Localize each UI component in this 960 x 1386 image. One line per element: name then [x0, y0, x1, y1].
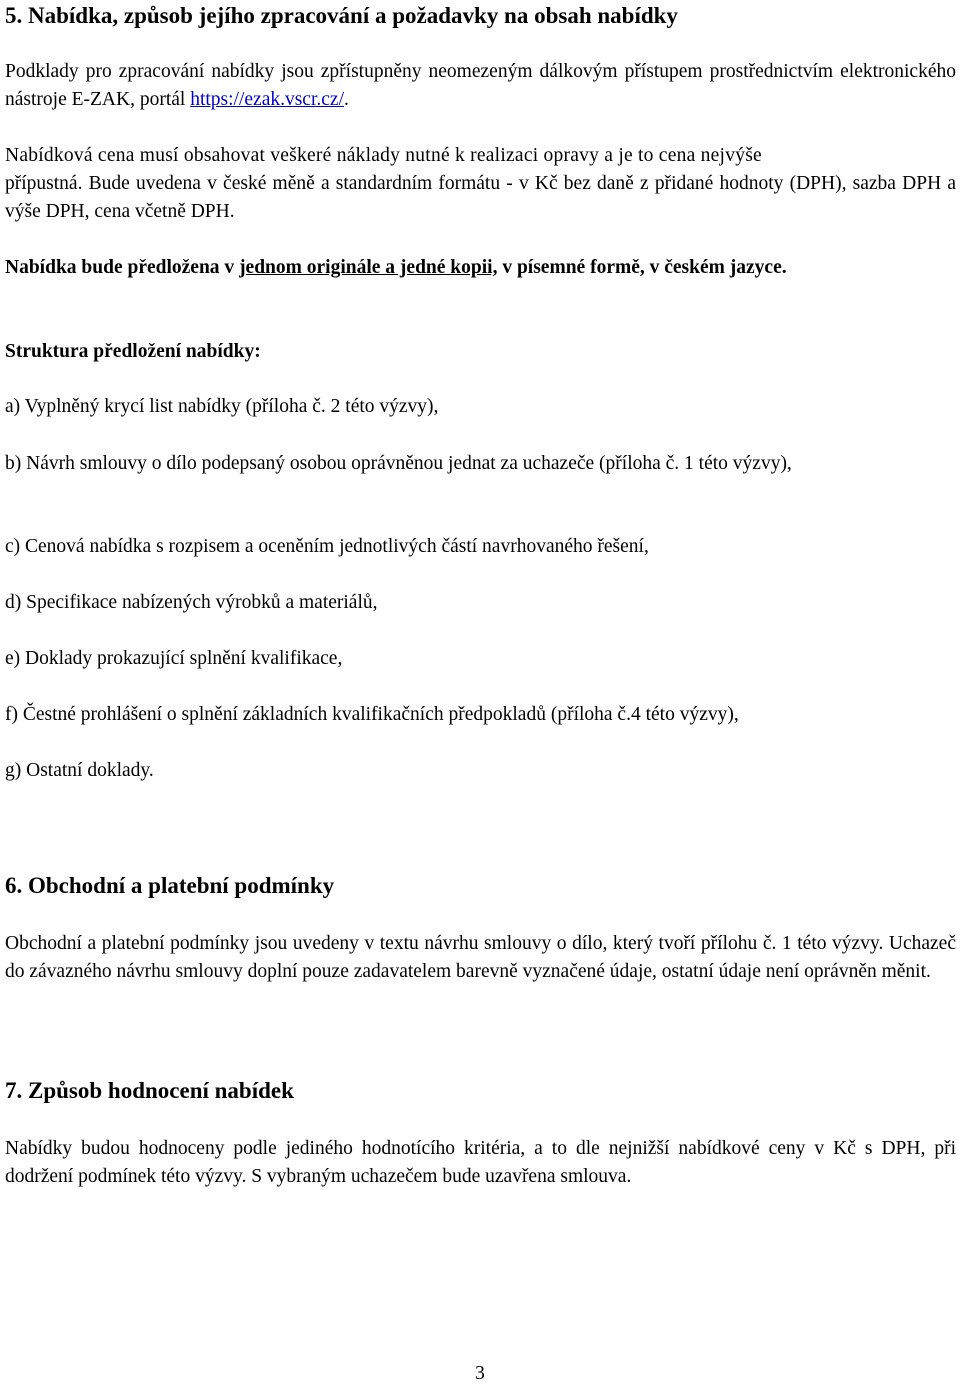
list-item-a: a) Vyplněný krycí list nabídky (příloha č. 2 této výzvy), — [5, 396, 439, 417]
section-5-paragraph-2-line-1: Nabídková cena musí obsahovat veškeré náklady nutné k realizaci opravy a je to cena nejvýše — [5, 145, 762, 166]
section-7-paragraph: Nabídky budou hodnoceny podle jediného hodnotícího kritéria, a to dle nejnižší nabídkové ceny v Kč s DPH, při dodržení podmínek této výzvy. S vybraným uchazečem bude uzavřena smlouva. — [5, 1138, 956, 1187]
ezak-portal-link[interactable]: https://ezak.vscr.cz/ — [190, 89, 344, 110]
paragraph-text: Podklady pro zpracování nabídky jsou zpřístupněny neomezeným dálkovým přístupem prostřednictvím elektronického nástroje E-ZAK, portál — [5, 61, 956, 110]
paragraph-text: Nabídka bude předložena v — [5, 257, 240, 278]
paragraph-text-end: . — [344, 89, 349, 110]
list-item-e: e) Doklady prokazující splnění kvalifikace, — [5, 648, 343, 669]
section-5-paragraph-2-rest: přípustná. Bude uvedena v české měně a standardním formátu - v Kč bez daně z přidané hodnoty (DPH), sazba DPH a výše DPH, cena včetně DPH. — [5, 173, 956, 222]
list-item-c: c) Cenová nabídka s rozpisem a oceněním jednotlivých částí navrhovaného řešení, — [5, 536, 649, 557]
section-5-paragraph-3 — [5, 254, 956, 282]
paragraph-text-end: v písemné formě, v českém jazyce. — [497, 257, 787, 278]
list-item-d: d) Specifikace nabízených výrobků a materiálů, — [5, 592, 378, 613]
section-5-heading: 5. Nabídka, způsob jejího zpracování a požadavky na obsah nabídky — [5, 3, 678, 28]
section-7-heading: 7. Způsob hodnocení nabídek — [5, 1078, 294, 1103]
list-item-f: f) Čestné prohlášení o splnění základních kvalifikačních předpokladů (příloha č.4 této výzvy), — [5, 704, 739, 725]
list-item-g: g) Ostatní doklady. — [5, 760, 154, 781]
structure-heading: Struktura předložení nabídky: — [5, 341, 261, 362]
section-6-heading: 6. Obchodní a platební podmínky — [5, 873, 335, 898]
page-number: 3 — [475, 1363, 485, 1384]
section-5-paragraph-1 — [5, 58, 956, 114]
section-6-paragraph: Obchodní a platební podmínky jsou uvedeny v textu návrhu smlouvy o dílo, který tvoří přílohu č. 1 této výzvy. Uchazeč do závazného návrhu smlouvy doplní pouze zadavatelem barevně vyznačené údaje, ostatní údaje není oprávněn měnit. — [5, 933, 956, 982]
list-item-b: b) Návrh smlouvy o dílo podepsaný osobou oprávněnou jednat za uchazeče (příloha č. 1 této výzvy), — [5, 453, 792, 474]
underlined-text: jednom originále a jedné kopii, — [239, 257, 498, 278]
